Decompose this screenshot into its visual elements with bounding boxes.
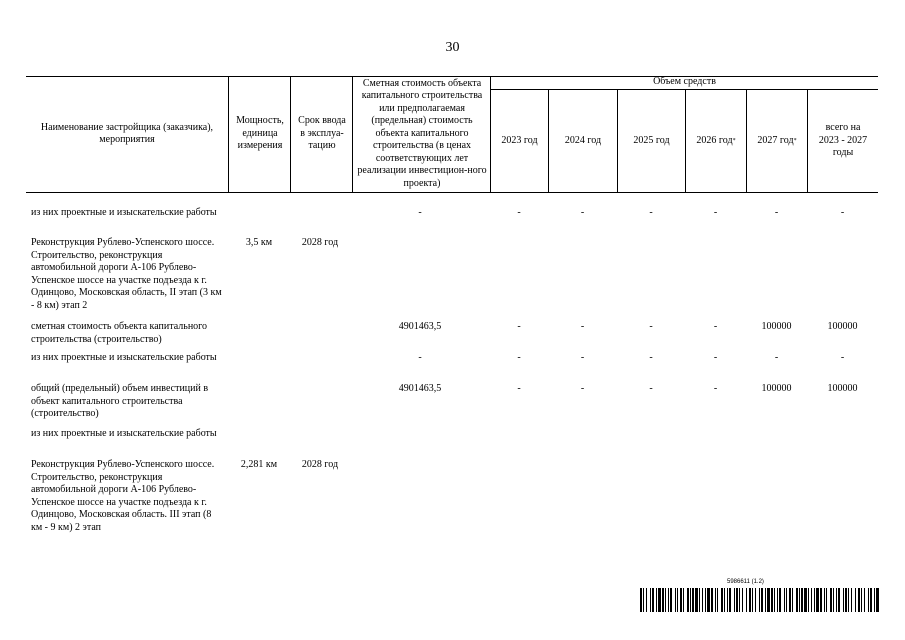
barcode-bar [833,588,834,612]
header-total: всего на 2023 - 2027 годы [818,122,868,159]
barcode-number: 5986611 (1.2) [727,579,764,585]
header-bottom-border [26,192,878,193]
row-term: 2028 год [301,237,339,248]
row-name: Реконструкция Рублево-Успенского шоссе. Строительство, реконструкция автомобильной дороги А-106 Рублево-Успенское шоссе на участке подъезда к г. Одинцово, Московская область. III этап (8 км - 9 км) 2 этап [31,459,215,533]
barcode-bar [843,588,844,612]
barcode-bar [683,588,684,612]
barcode-bar [786,588,787,612]
row-2026: - [713,352,718,363]
barcode-bar [702,588,703,612]
barcode-bar [845,588,847,612]
barcode-bar [675,588,676,612]
barcode-bar [699,588,700,612]
barcode-bar [801,588,803,612]
barcode-bar [779,588,781,612]
row-2023: - [517,207,521,218]
row-capacity: 3,5 км [245,237,273,248]
row-total: - [840,207,845,218]
header-year-2024: 2024 год [564,134,602,146]
barcode-bar [721,588,723,612]
row-cost: 4901463,5 [398,383,442,394]
row-2025: - [649,352,653,363]
barcode-bar [646,588,647,612]
barcode-bar [858,588,860,612]
row-cost: 4901463,5 [398,321,442,332]
row-2026: - [713,321,718,332]
barcode-bar [874,588,875,612]
barcode-bar [643,588,644,612]
barcode-bar [692,588,694,612]
header-year-2026: 2026 год * [696,134,736,146]
barcode-bar [777,588,778,612]
barcode-bar [855,588,856,612]
barcode-bar [811,588,812,612]
barcode-bar [652,588,654,612]
barcode-bar [640,588,642,612]
row-2024: - [580,207,585,218]
row-2025: - [649,207,653,218]
barcode-bar [680,588,682,612]
barcode-bar [804,588,807,612]
header-funds: Объем средств [653,76,716,88]
footnote-mark: * [732,137,736,144]
row-name: из них проектные и изыскательские работы [31,207,217,218]
barcode-bar [759,588,760,612]
row-total: 100000 [827,321,858,332]
row-2024: - [580,321,585,332]
row-2025: - [649,383,653,394]
barcode-bar [771,588,773,612]
row-name: Реконструкция Рублево-Успенского шоссе. Строительство, реконструкция автомобильной дороги А-106 Рублево-Успенское шоссе на участке подъезда к г. Одинцово, Московская область, II этап (3 км - 8 км) этап 2 [31,237,222,311]
barcode-bar [717,588,718,612]
barcode-bar [677,588,678,612]
header-cost: Сметная стоимость объекта капитального строительства или предполагаемая (предельная) стоимость объекта капитального строительства (в ценах соответствующих лет реализации инвестицион-ного проекта) [357,77,487,189]
barcode-bar [851,588,852,612]
barcode-bar [668,588,669,612]
header-year-2023: 2023 год [501,134,538,146]
barcode-bar [742,588,743,612]
barcode-bar [824,588,825,612]
row-name: сметная стоимость объекта капитального строительства (строительство) [31,321,208,345]
row-name: из них проектные и изыскательские работы [31,352,217,363]
barcode-bar [690,588,691,612]
header-year-2027: 2027 год * [757,134,797,146]
barcode-bar [761,588,763,612]
barcode-bar [861,588,862,612]
barcode-bar [864,588,865,612]
header-capacity: Мощность, единица измерения [236,115,284,152]
barcode-bar [767,588,770,612]
row-2027: - [774,352,779,363]
barcode-bar [736,588,738,612]
page-number: 30 [445,40,460,55]
barcode-bar [656,588,657,612]
barcode-bar [808,588,809,612]
barcode-bar [838,588,840,612]
header-divider [228,76,229,193]
header-term: Срок ввода в эксплуа-тацию [298,115,346,152]
barcode-bar [870,588,872,612]
row-2026: - [713,383,718,394]
barcode-icon [640,588,880,612]
row-capacity: 2,281 км [240,459,278,470]
barcode-bar [707,588,710,612]
barcode-bar [796,588,798,612]
row-2024: - [580,383,585,394]
barcode-bar [826,588,827,612]
row-2024: - [580,352,585,363]
barcode-bar [729,588,731,612]
barcode-bar [670,588,672,612]
row-total: 100000 [827,383,858,394]
barcode-bar [662,588,664,612]
barcode-bar [711,588,713,612]
header-divider [352,76,353,193]
barcode-bar [755,588,756,612]
row-cost: - [418,207,422,218]
barcode-bar [848,588,849,612]
barcode-bar [658,588,661,612]
header-year-2025: 2025 год [633,134,670,146]
barcode-bar [868,588,869,612]
row-name: общий (предельный) объем инвестиций в объект капитального строительства (строительство) [31,383,209,419]
header-divider [290,76,291,193]
barcode-bar [836,588,837,612]
row-2023: - [517,352,521,363]
barcode-bar [876,588,879,612]
row-name: из них проектные и изыскательские работы [31,428,217,439]
barcode-bar [789,588,791,612]
barcode-bar [816,588,819,612]
barcode-bar [734,588,735,612]
row-2023: - [517,383,521,394]
barcode-bar [765,588,766,612]
row-cost: - [418,352,422,363]
barcode-bar [715,588,716,612]
row-2023: - [517,321,521,332]
barcode-bar [746,588,747,612]
row-2027: 100000 [761,321,792,332]
row-2027: - [774,207,779,218]
row-2026: - [713,207,718,218]
barcode-bar [774,588,775,612]
barcode-bar [695,588,698,612]
barcode-bar [739,588,740,612]
barcode-bar [752,588,753,612]
barcode-bar [665,588,666,612]
barcode-bar [650,588,651,612]
barcode-bar [724,588,725,612]
barcode-bar [784,588,785,612]
barcode-bar [792,588,793,612]
row-2027: 100000 [761,383,792,394]
barcode-bar [705,588,706,612]
barcode-bar [727,588,728,612]
barcode-bar [749,588,751,612]
barcode-bar [687,588,689,612]
table-header [26,76,878,193]
row-total: - [840,352,845,363]
header-name: Наименование застройщика (заказчика), мероприятия [40,121,214,145]
barcode-bar [830,588,832,612]
barcode-bar [814,588,815,612]
row-2025: - [649,321,653,332]
row-term: 2028 год [301,459,339,470]
footnote-mark: * [793,137,797,144]
barcode-bar [799,588,800,612]
barcode-bar [820,588,822,612]
